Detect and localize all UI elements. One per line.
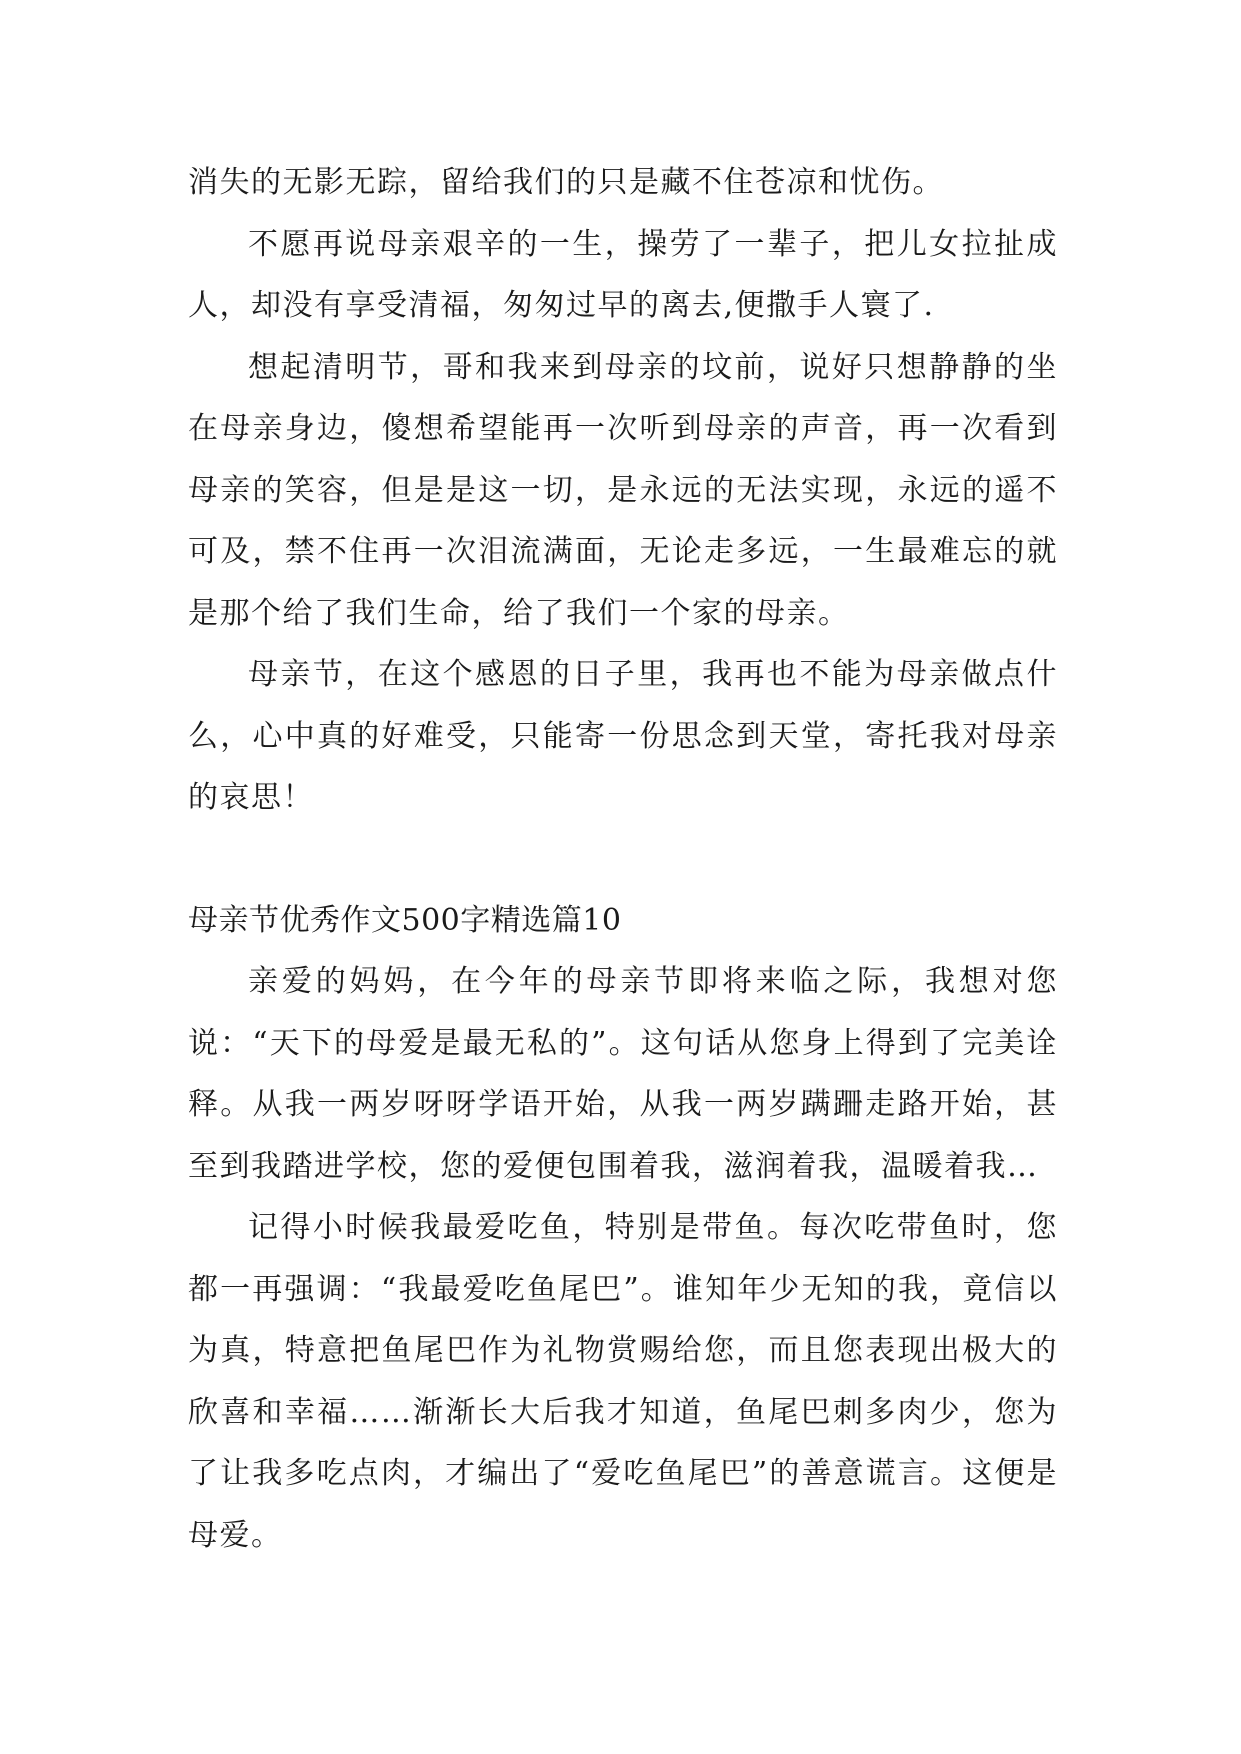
paragraph: 记得小时候我最爱吃鱼，特别是带鱼。每次吃带鱼时，您都一再强调：“我最爱吃鱼尾巴”。谁知年少无知的我，竟信以为真，特意把鱼尾巴作为礼物赏赐给您，而且您表现出极大的欣喜和幸福……渐渐长大后我才知道，鱼尾巴刺多肉少，您为了让我多吃点肉，才编出了“爱吃鱼尾巴”的善意谎言。这便是母爱。	[188, 1210, 1058, 1553]
paragraph: 母亲节，在这个感恩的日子里，我再也不能为母亲做点什么，心中真的好难受，只能寄一份思念到天堂，寄托我对母亲的哀思！	[188, 657, 1058, 815]
section-heading: 母亲节优秀作文500字精选篇10	[188, 902, 622, 938]
paragraph: 亲爱的妈妈，在今年的母亲节即将来临之际，我想对您说：“天下的母爱是最无私的”。这句话从您身上得到了完美诠释。从我一两岁呀呀学语开始，从我一两岁蹒跚走路开始，甚至到我踏进学校，您的爱便包围着我，滋润着我，温暖着我…	[188, 964, 1058, 1184]
paragraph: 想起清明节，哥和我来到母亲的坟前，说好只想静静的坐在母亲身边，傻想希望能再一次听到母亲的声音，再一次看到母亲的笑容，但是是这一切，是永远的无法实现，永远的遥不可及，禁不住再一次泪流满面，无论走多远，一生最难忘的就是那个给了我们生命，给了我们一个家的母亲。	[188, 349, 1058, 631]
document-body	[188, 152, 1058, 1566]
paragraph-continuation: 消失的无影无踪，留给我们的只是藏不住苍凉和忧伤。	[188, 165, 944, 200]
paragraph: 不愿再说母亲艰辛的一生，操劳了一辈子，把儿女拉扯成人，却没有享受清福，匆匆过早的离去,便撒手人寰了.	[188, 226, 1058, 323]
